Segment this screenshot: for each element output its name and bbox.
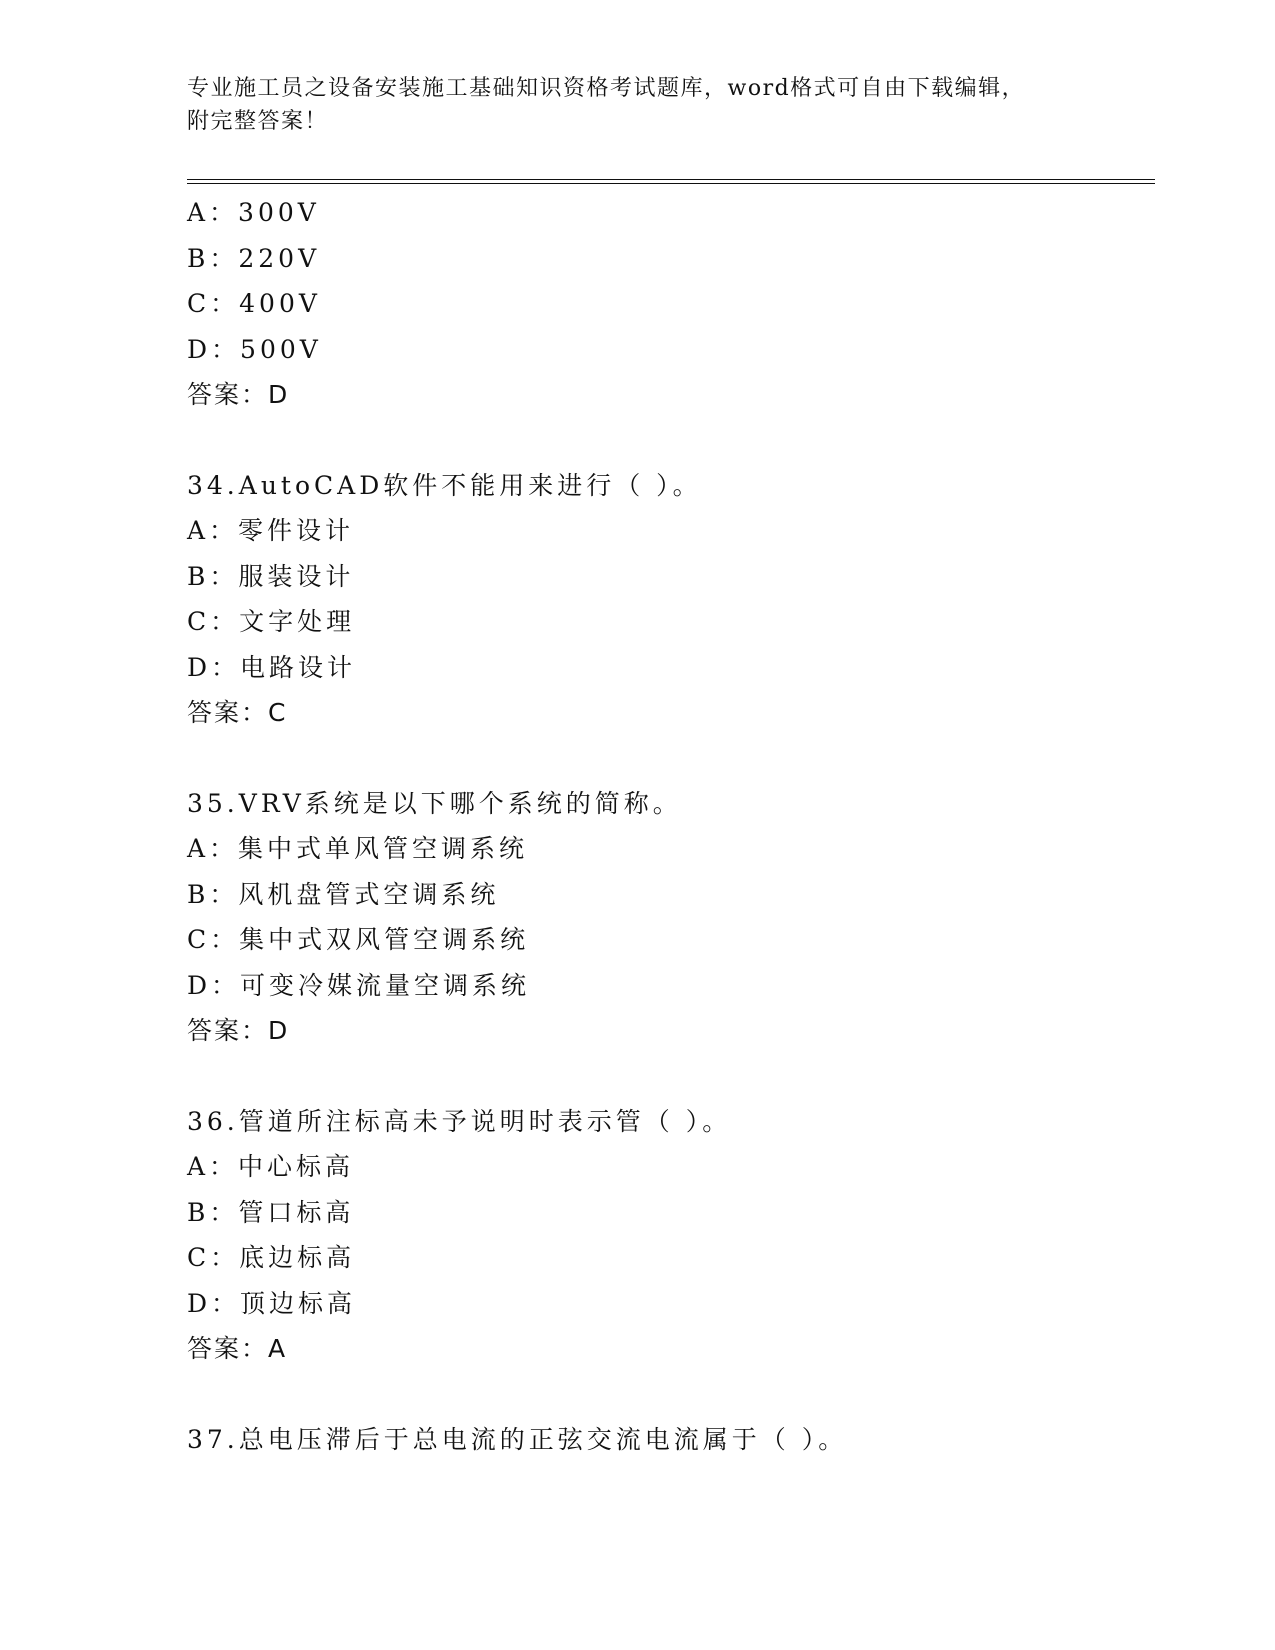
option-c: C：文字处理	[187, 607, 356, 636]
question-text: 36.管道所注标高未予说明时表示管（ ）。	[187, 1106, 732, 1136]
answer-text: 答案：D	[187, 380, 290, 409]
answer-text: 答案：C	[187, 698, 288, 727]
option-d: D：电路设计	[187, 652, 357, 682]
document-header	[187, 72, 1087, 138]
question-block	[187, 1417, 1147, 1463]
question-list	[187, 190, 1147, 1462]
question-block	[187, 463, 1147, 736]
option-d: D：顶边标高	[187, 1288, 357, 1318]
option-b: B：服装设计	[187, 561, 355, 591]
option-b: B：管口标高	[187, 1197, 355, 1227]
header-rule-bottom	[187, 183, 1155, 184]
question-text: 35.VRV系统是以下哪个系统的简称。	[187, 788, 682, 818]
option-a: A：300V	[187, 198, 320, 227]
option-d: D：可变冷媒流量空调系统	[187, 970, 531, 1000]
option-b: B：220V	[187, 243, 321, 273]
option-b: B：风机盘管式空调系统	[187, 879, 500, 909]
block-gap	[187, 1054, 1147, 1099]
option-a: A：零件设计	[187, 516, 355, 545]
header-rule-top	[187, 179, 1155, 180]
option-c: C：集中式双风管空调系统	[187, 925, 530, 954]
block-gap	[187, 1372, 1147, 1417]
option-c: C：底边标高	[187, 1243, 356, 1272]
question-block	[187, 190, 1147, 418]
question-block	[187, 1099, 1147, 1372]
header-line-2: 附完整答案！	[187, 109, 329, 134]
option-d: D：500V	[187, 334, 322, 364]
option-a: A：集中式单风管空调系统	[187, 834, 529, 863]
question-block	[187, 781, 1147, 1054]
option-c: C：400V	[187, 289, 321, 318]
answer-text: 答案：A	[187, 1334, 288, 1363]
header-line-1: 专业施工员之设备安装施工基础知识资格考试题库，word格式可自由下载编辑，	[187, 76, 1026, 101]
question-text: 34.AutoCAD软件不能用来进行（ ）。	[187, 470, 702, 500]
answer-text: 答案：D	[187, 1016, 290, 1045]
block-gap	[187, 418, 1147, 463]
block-gap	[187, 736, 1147, 781]
option-a: A：中心标高	[187, 1152, 355, 1181]
question-text: 37.总电压滞后于总电流的正弦交流电流属于（ ）。	[187, 1424, 848, 1454]
